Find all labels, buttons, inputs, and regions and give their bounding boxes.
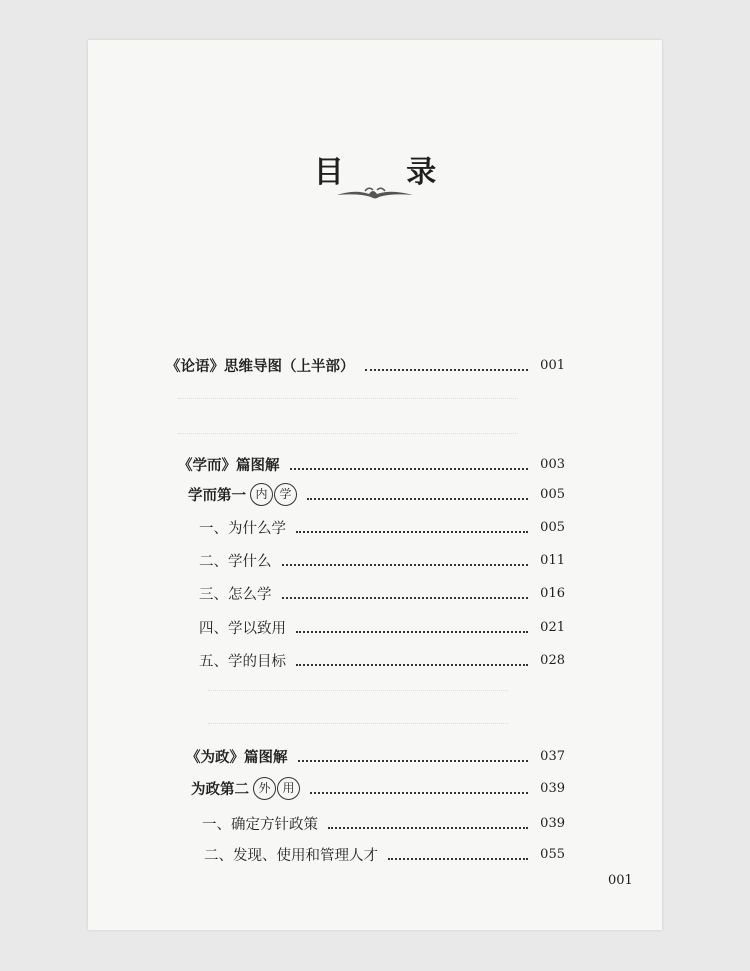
toc-label: 学而第一 [188, 487, 246, 504]
toc-row[interactable] [199, 550, 565, 571]
bleed-through-mark [178, 398, 518, 399]
toc-label: 一、为什么学 [199, 521, 286, 537]
toc-page-number: 001 [540, 358, 565, 373]
toc-page-number: 005 [540, 487, 565, 502]
page-number: 001 [608, 873, 633, 888]
circled-char: 用 [277, 777, 300, 800]
toc-row[interactable] [199, 650, 565, 671]
toc-label: 为政第二 [191, 781, 249, 798]
leader-dots [307, 498, 528, 500]
toc-label: 二、学什么 [199, 554, 272, 570]
toc-page-number: 005 [540, 520, 565, 535]
toc-label: 二、发现、使用和管理人才 [204, 848, 378, 864]
circled-char: 学 [274, 483, 297, 506]
toc-row[interactable] [178, 454, 565, 475]
toc-page-number: 028 [540, 653, 565, 668]
circled-char: 内 [250, 483, 273, 506]
leader-dots [290, 468, 529, 470]
toc-row[interactable] [188, 483, 565, 506]
leader-dots [296, 664, 528, 666]
leader-dots [296, 531, 528, 533]
toc-row[interactable] [186, 746, 565, 767]
toc-row[interactable] [199, 583, 565, 604]
bleed-through-mark [208, 723, 508, 724]
toc-row[interactable] [199, 517, 565, 538]
toc-row[interactable] [199, 617, 565, 638]
leader-dots [282, 597, 529, 599]
toc-page-number: 039 [540, 781, 565, 796]
toc-page-number: 016 [540, 586, 565, 601]
bleed-through-mark [178, 433, 518, 434]
toc-page-number: 037 [540, 749, 565, 764]
leader-dots [310, 792, 528, 794]
toc-row[interactable] [191, 777, 565, 800]
toc-page-number: 003 [540, 457, 565, 472]
toc-label: 五、学的目标 [199, 654, 286, 670]
toc-label: 《为政》篇图解 [186, 749, 288, 766]
leader-dots [296, 631, 528, 633]
toc-row[interactable] [166, 355, 565, 376]
book-page [88, 40, 662, 930]
cloud-ornament-icon [335, 185, 415, 201]
leader-dots [388, 858, 528, 860]
leader-dots [298, 760, 529, 762]
toc-page-number: 021 [540, 620, 565, 635]
toc-page-number: 011 [540, 553, 565, 568]
toc-page-number: 039 [540, 816, 565, 831]
bleed-through-mark [208, 690, 508, 691]
toc-label: 《论语》思维导图（上半部） [166, 358, 355, 375]
leader-dots [282, 564, 529, 566]
leader-dots [365, 369, 529, 371]
circled-char: 外 [253, 777, 276, 800]
toc-label: 一、确定方针政策 [202, 817, 318, 833]
page-title: 目 录 [313, 155, 463, 190]
toc-row[interactable] [202, 813, 565, 834]
toc-label: 四、学以致用 [199, 621, 286, 637]
toc-page-number: 055 [540, 847, 565, 862]
leader-dots [328, 827, 528, 829]
toc-row[interactable] [204, 844, 565, 865]
toc-label: 《学而》篇图解 [178, 457, 280, 474]
toc-label: 三、怎么学 [199, 587, 272, 603]
